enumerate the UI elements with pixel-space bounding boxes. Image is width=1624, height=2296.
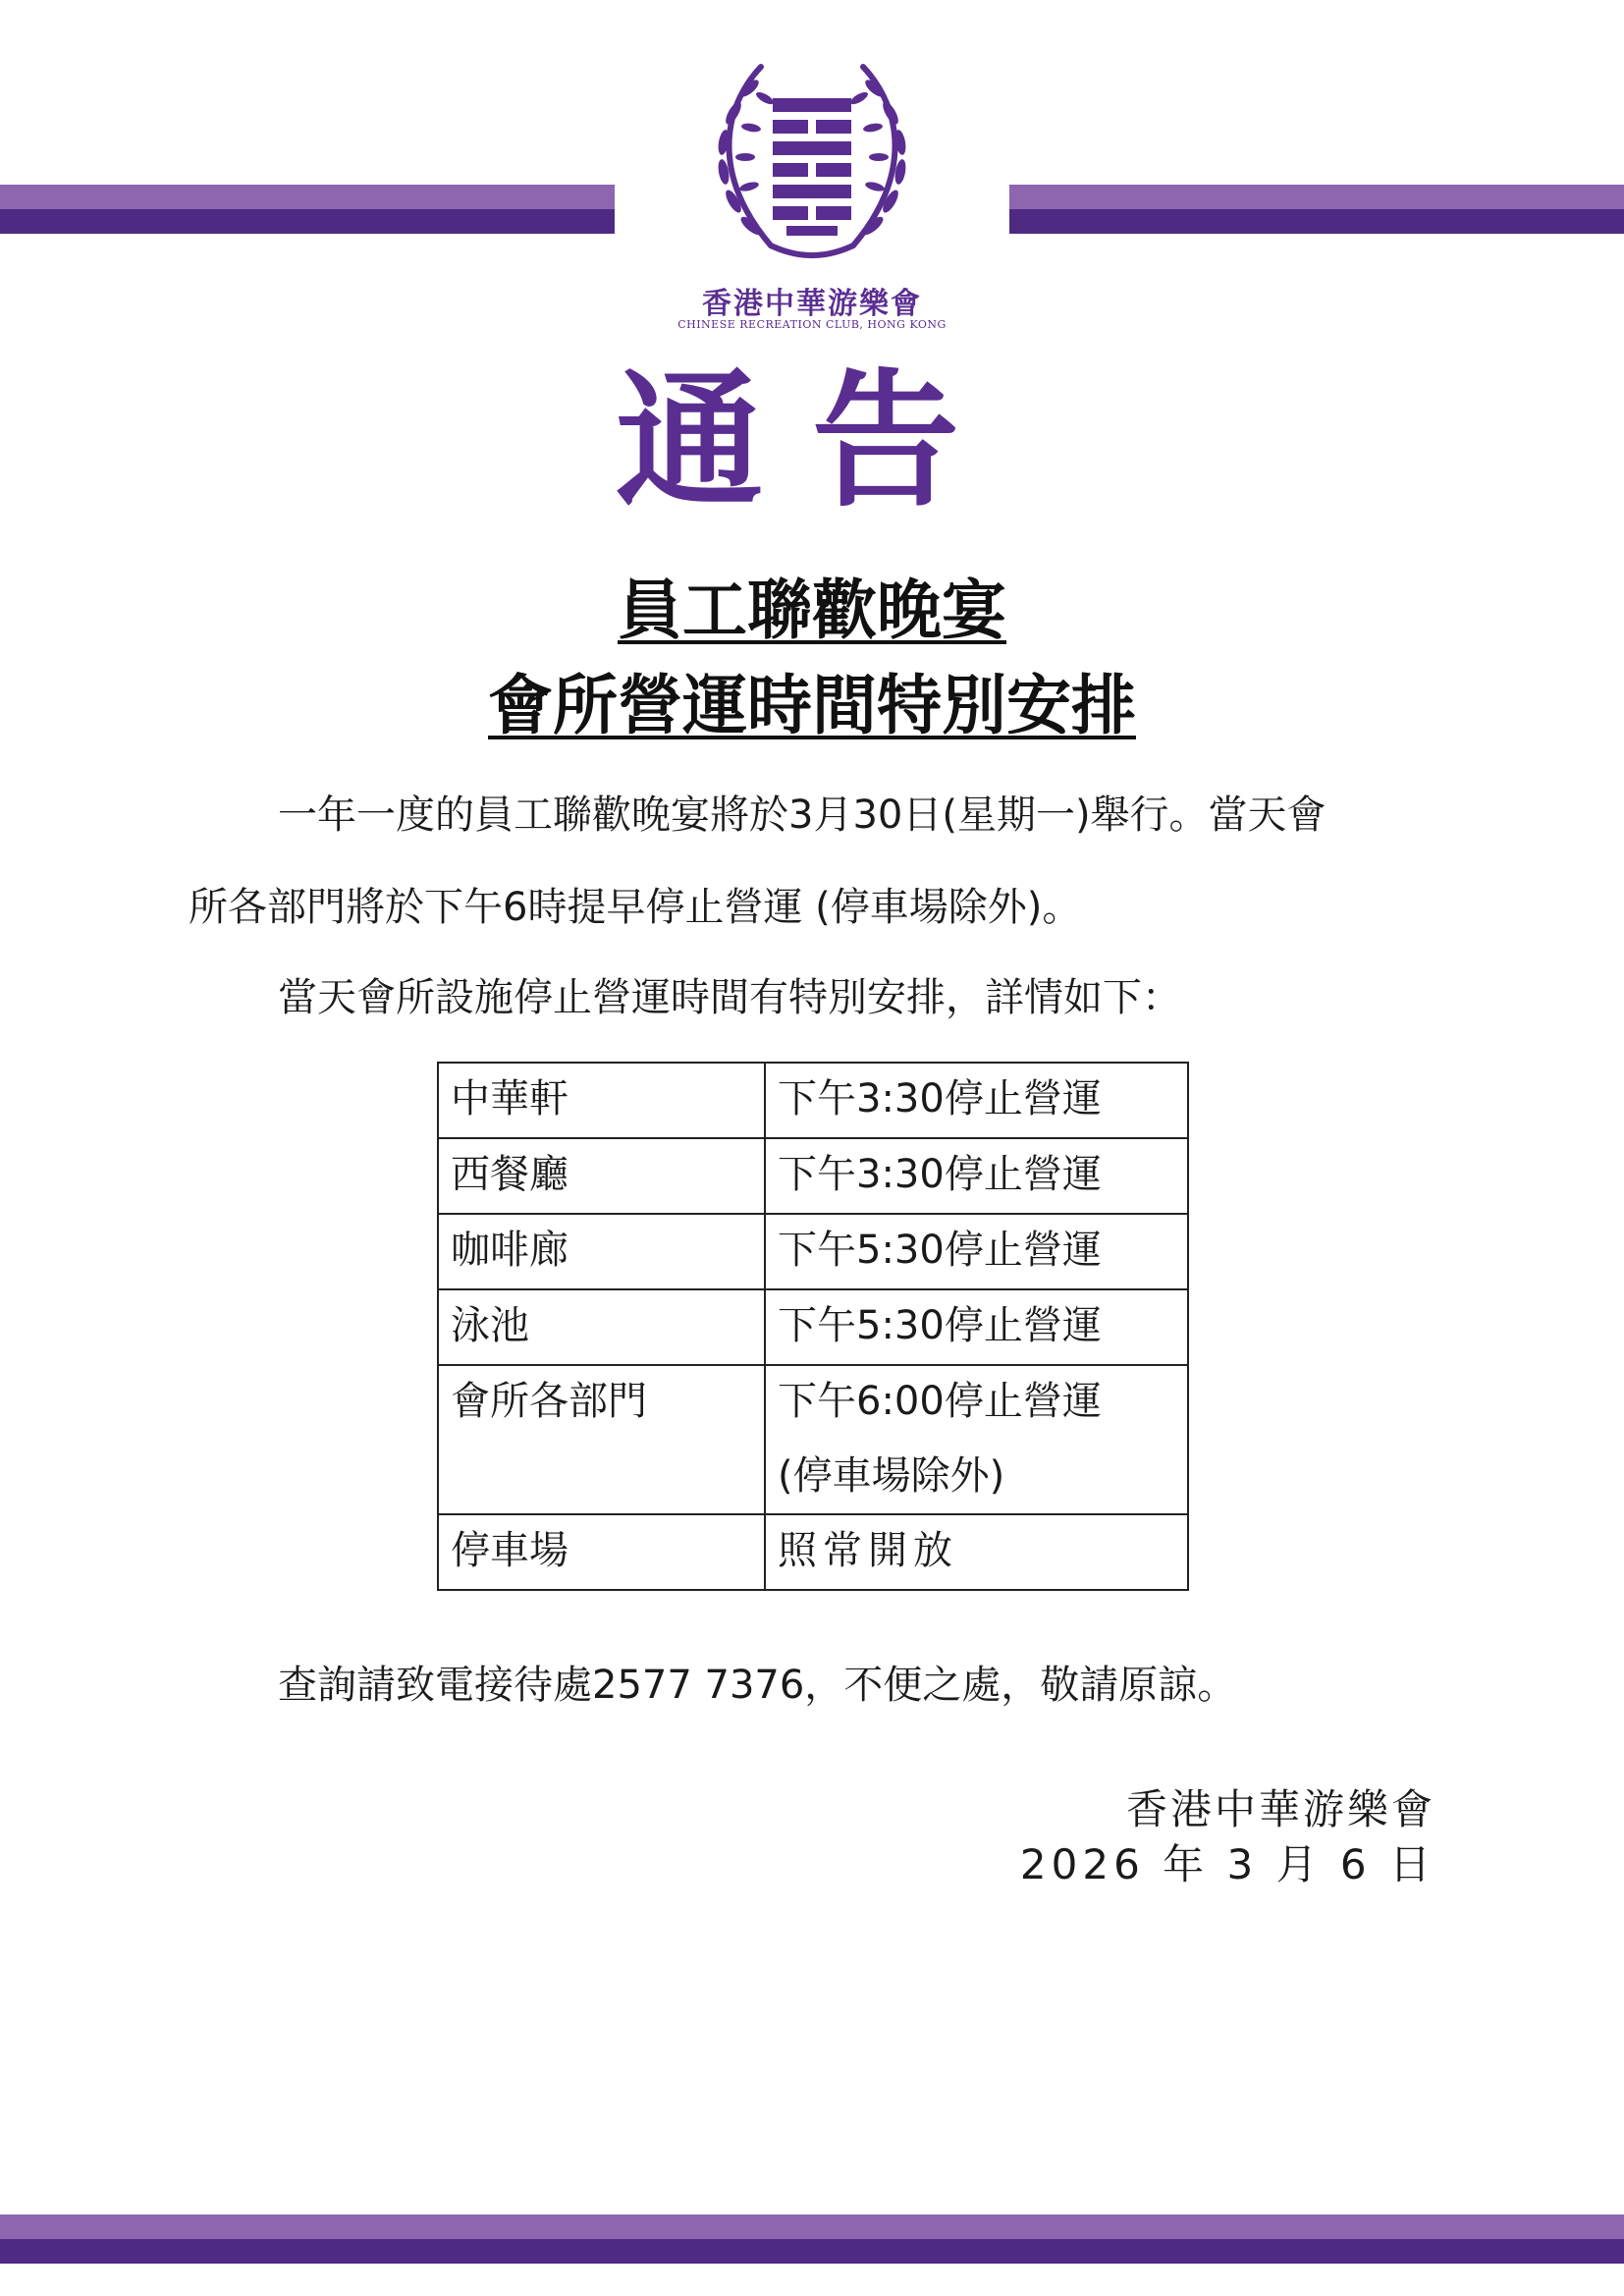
schedule-table	[437, 1062, 1189, 1591]
table-row	[438, 1365, 1188, 1514]
band-dark-stripe	[0, 209, 615, 234]
logo-name-en: CHINESE RECREATION CLUB, HONG KONG	[677, 318, 947, 331]
facility-cell: 泳池	[438, 1289, 765, 1365]
status-cell: 下午3:30停止營運	[765, 1063, 1188, 1138]
table-row	[438, 1138, 1188, 1214]
table-row	[438, 1063, 1188, 1138]
band-light-stripe	[1009, 185, 1624, 209]
notice-title: 通告	[615, 356, 1008, 527]
notice-subtitle-line1: 員工聯歡晚宴	[618, 573, 1006, 648]
facility-cell: 中華軒	[438, 1063, 765, 1138]
status-cell: 下午5:30停止營運	[765, 1214, 1188, 1289]
facility-cell: 會所各部門	[438, 1365, 765, 1514]
status-cell: 下午3:30停止營運	[765, 1138, 1188, 1214]
signature-date: 2026 年 3 月 6 日	[1019, 1840, 1435, 1888]
facility-cell: 西餐廳	[438, 1138, 765, 1214]
body-paragraph-2: 當天會所設施停止營運時間有特別安排，詳情如下：	[278, 975, 1181, 1020]
band-dark-stripe	[0, 2239, 1624, 2264]
notice-subtitle-line2: 會所營運時間特別安排	[488, 668, 1136, 743]
band-light-stripe	[0, 185, 615, 209]
header-band-right	[1009, 185, 1624, 234]
band-dark-stripe	[1009, 209, 1624, 234]
status-cell: 下午5:30停止營運	[765, 1289, 1188, 1365]
club-laurel-logo-icon	[702, 59, 922, 275]
footer-band	[0, 2214, 1624, 2264]
body-paragraph-1-line1: 一年一度的員工聯歡晚宴將於3月30日(星期一)舉行。當天會	[278, 793, 1326, 838]
body-paragraph-3: 查詢請致電接待處2577 7376，不便之處，敬請原諒。	[278, 1663, 1237, 1708]
status-cell: 照常開放	[765, 1514, 1188, 1590]
signature-organization: 香港中華游樂會	[1125, 1785, 1435, 1833]
status-note: (停車場除外)	[778, 1453, 1005, 1499]
header-band-left	[0, 185, 615, 234]
facility-cell: 咖啡廊	[438, 1214, 765, 1289]
logo-name-zh: 香港中華游樂會	[702, 287, 922, 321]
table-row	[438, 1214, 1188, 1289]
table-row	[438, 1514, 1188, 1590]
status-text: 下午6:00停止營運	[778, 1379, 1102, 1424]
band-light-stripe	[0, 2214, 1624, 2239]
body-paragraph-1-line2: 所各部門將於下午6時提早停止營運 (停車場除外)。	[189, 885, 1082, 930]
status-cell	[765, 1365, 1188, 1514]
facility-cell: 停車場	[438, 1514, 765, 1590]
table-row	[438, 1289, 1188, 1365]
